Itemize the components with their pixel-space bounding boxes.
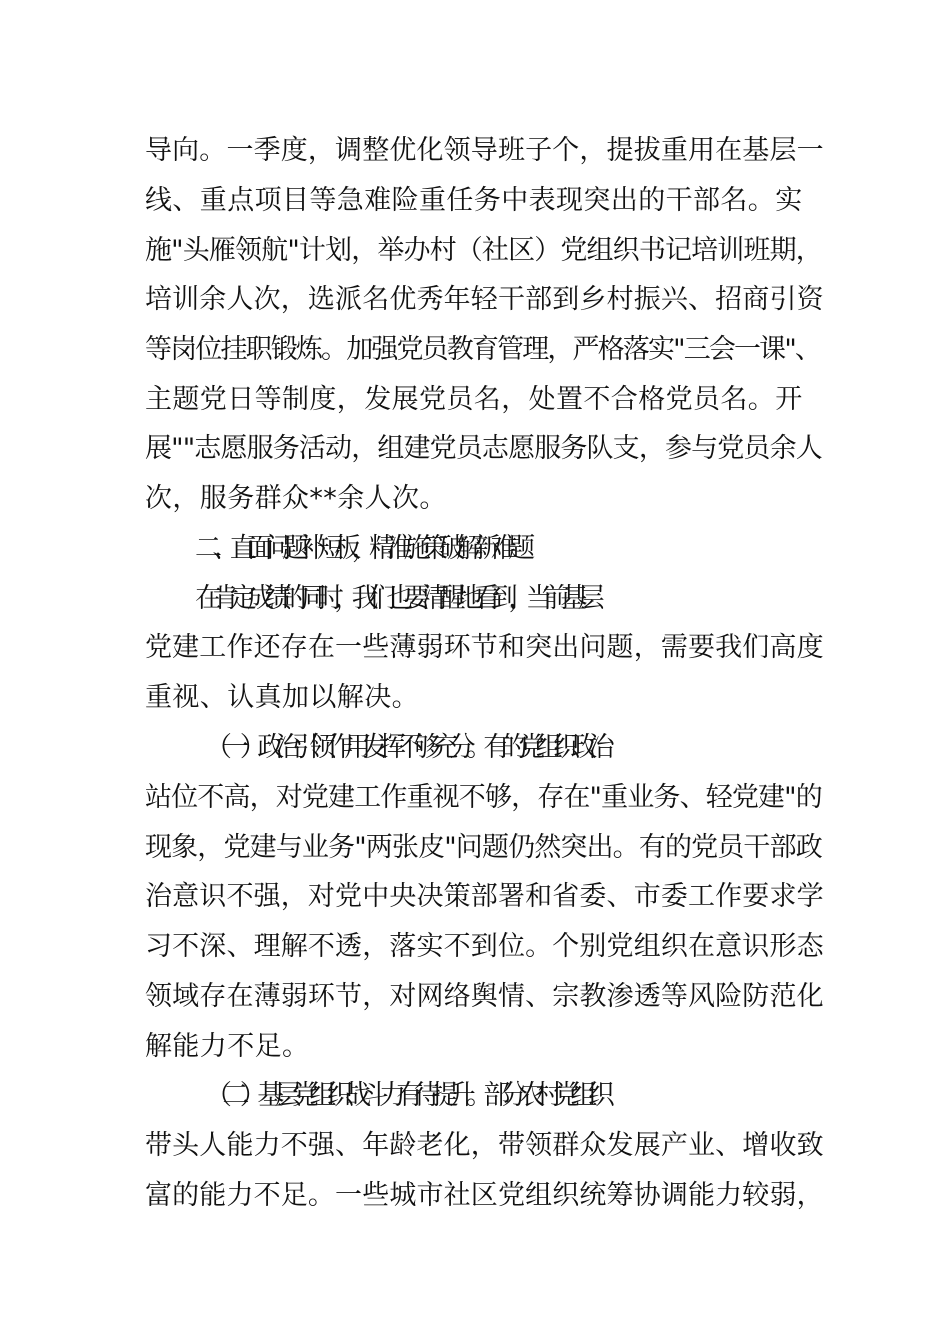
text-line: 展""志愿服务活动，组建党员志愿服务队支，参与党员余人: [145, 433, 822, 464]
text-line: 解能力不足。: [145, 1031, 310, 1062]
text-line: 施"头雁领航"计划，举办村（社区）党组织书记培训班期，: [145, 235, 822, 266]
text-line: 培训余人次，选派名优秀年轻干部到乡村振兴、招商引资: [145, 284, 824, 315]
section-heading: 二、直面问题补短板，精准施策破解新难题: [195, 533, 526, 564]
subsection-heading: （一）政治引领作用发挥不够充分。有的党组织政治: [205, 732, 606, 763]
text-line: 带头人能力不强、年龄老化，带领群众发展产业、增收致: [145, 1130, 824, 1161]
text-line: 次，服务群众**余人次。: [145, 483, 447, 514]
text-line: 等岗位挂职锻炼。加强党员教育管理，严格落实"三会一课"、: [145, 334, 821, 365]
text-line: 习不深、理解不透，落实不到位。个别党组织在意识形态: [145, 931, 824, 962]
text-line: 站位不高，对党建工作重视不够，存在"重业务、轻党建"的: [145, 782, 822, 813]
text-line: 富的能力不足。一些城市社区党组织统筹协调能力较弱，: [145, 1180, 824, 1211]
text-line: 主题党日等制度，发展党员名，处置不合格党员名。开: [145, 384, 803, 415]
text-line: 导向。一季度，调整优化领导班子个，提拔重用在基层一: [145, 135, 824, 166]
text-line: 现象，党建与业务"两张皮"问题仍然突出。有的党员干部政: [145, 832, 822, 863]
text-line: 线、重点项目等急难险重任务中表现突出的干部名。实: [145, 185, 803, 216]
text-line: 重视、认真加以解决。: [145, 682, 419, 713]
text-line: 治意识不强，对党中央决策部署和省委、市委工作要求学: [145, 881, 824, 912]
text-line: 在肯定成绩的同时，我们也要清醒地看到，当前基层: [195, 583, 596, 614]
text-line: 党建工作还存在一些薄弱环节和突出问题，需要我们高度: [145, 632, 824, 663]
text-line: 领域存在薄弱环节，对网络舆情、宗教渗透等风险防范化: [145, 981, 824, 1012]
subsection-heading: （二）基层党组织战斗力有待提升。部分农村党组织: [205, 1080, 606, 1111]
